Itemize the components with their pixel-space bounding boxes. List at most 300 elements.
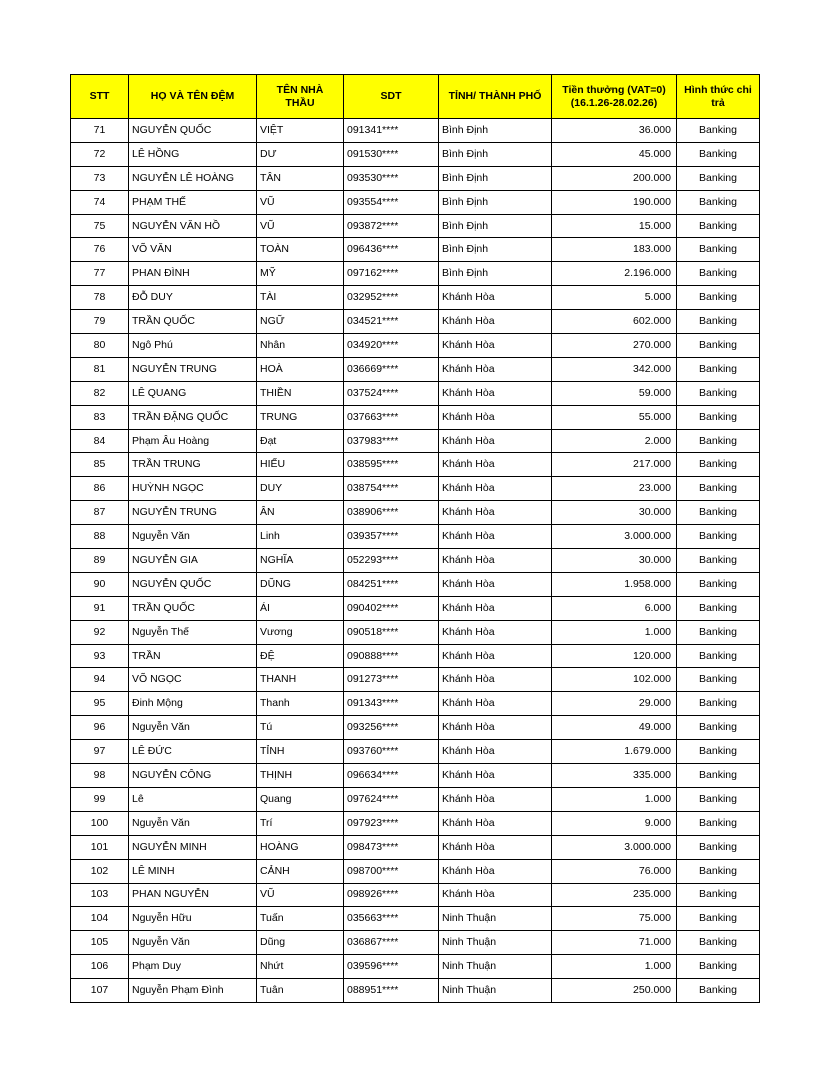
table-row	[71, 190, 760, 214]
cell-tien-thuong: 76.000	[552, 859, 677, 883]
cell-sdt: 084251****	[344, 572, 439, 596]
header-hinh-thuc: Hình thức chi trả	[677, 75, 760, 119]
table-row	[71, 286, 760, 310]
cell-ten-nha-thau: NGHĨA	[257, 549, 344, 573]
cell-tinh: Ninh Thuận	[439, 979, 552, 1003]
cell-ho-ten-dem: VÕ NGỌC	[129, 668, 257, 692]
cell-ten-nha-thau: DUY	[257, 477, 344, 501]
table-row	[71, 883, 760, 907]
cell-tien-thuong: 29.000	[552, 692, 677, 716]
cell-ho-ten-dem: LÊ HỒNG	[129, 142, 257, 166]
cell-stt: 106	[71, 955, 129, 979]
cell-tinh: Bình Định	[439, 119, 552, 143]
table-row	[71, 668, 760, 692]
cell-ho-ten-dem: NGUYỄN GIA	[129, 549, 257, 573]
cell-tien-thuong: 120.000	[552, 644, 677, 668]
cell-tinh: Khánh Hòa	[439, 620, 552, 644]
table-row	[71, 166, 760, 190]
cell-tien-thuong: 270.000	[552, 334, 677, 358]
cell-ten-nha-thau: VŨ	[257, 883, 344, 907]
table-row	[71, 859, 760, 883]
cell-sdt: 093530****	[344, 166, 439, 190]
cell-hinh-thuc: Banking	[677, 214, 760, 238]
cell-sdt: 038754****	[344, 477, 439, 501]
cell-tien-thuong: 30.000	[552, 501, 677, 525]
cell-stt: 94	[71, 668, 129, 692]
cell-stt: 80	[71, 334, 129, 358]
table-body	[71, 119, 760, 1003]
cell-hinh-thuc: Banking	[677, 238, 760, 262]
cell-sdt: 034920****	[344, 334, 439, 358]
cell-stt: 72	[71, 142, 129, 166]
cell-hinh-thuc: Banking	[677, 262, 760, 286]
cell-tinh: Khánh Hòa	[439, 381, 552, 405]
cell-stt: 107	[71, 979, 129, 1003]
cell-sdt: 032952****	[344, 286, 439, 310]
cell-ho-ten-dem: NGUYỄN QUỐC	[129, 572, 257, 596]
header-row	[71, 75, 760, 119]
table-row	[71, 907, 760, 931]
cell-sdt: 091273****	[344, 668, 439, 692]
cell-tien-thuong: 235.000	[552, 883, 677, 907]
cell-ten-nha-thau: VŨ	[257, 190, 344, 214]
cell-tien-thuong: 3.000.000	[552, 525, 677, 549]
cell-sdt: 052293****	[344, 549, 439, 573]
cell-tien-thuong: 3.000.000	[552, 835, 677, 859]
cell-sdt: 088951****	[344, 979, 439, 1003]
cell-sdt: 098700****	[344, 859, 439, 883]
cell-tinh: Khánh Hòa	[439, 740, 552, 764]
cell-ho-ten-dem: TRẦN QUỐC	[129, 596, 257, 620]
cell-tinh: Khánh Hòa	[439, 477, 552, 501]
cell-ho-ten-dem: Phạm Duy	[129, 955, 257, 979]
cell-ho-ten-dem: PHAN NGUYỄN	[129, 883, 257, 907]
cell-sdt: 097624****	[344, 787, 439, 811]
cell-ten-nha-thau: Vương	[257, 620, 344, 644]
table-row	[71, 525, 760, 549]
table-row	[71, 596, 760, 620]
cell-ho-ten-dem: NGUYỄN MINH	[129, 835, 257, 859]
cell-sdt: 035663****	[344, 907, 439, 931]
cell-ten-nha-thau: HOÀ	[257, 357, 344, 381]
table-row	[71, 501, 760, 525]
cell-sdt: 037663****	[344, 405, 439, 429]
cell-stt: 87	[71, 501, 129, 525]
table-row	[71, 955, 760, 979]
cell-hinh-thuc: Banking	[677, 310, 760, 334]
table-row	[71, 764, 760, 788]
table-row	[71, 787, 760, 811]
cell-tien-thuong: 45.000	[552, 142, 677, 166]
cell-sdt: 037983****	[344, 429, 439, 453]
cell-hinh-thuc: Banking	[677, 596, 760, 620]
cell-ho-ten-dem: NGUYỄN LÊ HOÀNG	[129, 166, 257, 190]
header-tien-thuong-line2: (16.1.26-28.02.26)	[570, 96, 658, 109]
cell-ten-nha-thau: NGỮ	[257, 310, 344, 334]
cell-stt: 100	[71, 811, 129, 835]
cell-stt: 98	[71, 764, 129, 788]
cell-sdt: 096634****	[344, 764, 439, 788]
cell-ho-ten-dem: Nguyễn Văn	[129, 716, 257, 740]
cell-sdt: 090402****	[344, 596, 439, 620]
table-row	[71, 357, 760, 381]
cell-ten-nha-thau: THIỀN	[257, 381, 344, 405]
cell-hinh-thuc: Banking	[677, 429, 760, 453]
cell-ho-ten-dem: NGUYỄN CÔNG	[129, 764, 257, 788]
table-row	[71, 214, 760, 238]
cell-hinh-thuc: Banking	[677, 979, 760, 1003]
cell-hinh-thuc: Banking	[677, 190, 760, 214]
cell-tinh: Khánh Hòa	[439, 501, 552, 525]
cell-ho-ten-dem: HUỲNH NGỌC	[129, 477, 257, 501]
cell-tinh: Khánh Hòa	[439, 334, 552, 358]
cell-tinh: Khánh Hòa	[439, 286, 552, 310]
cell-hinh-thuc: Banking	[677, 811, 760, 835]
cell-ten-nha-thau: TÀI	[257, 286, 344, 310]
cell-sdt: 098926****	[344, 883, 439, 907]
cell-tien-thuong: 23.000	[552, 477, 677, 501]
cell-tien-thuong: 250.000	[552, 979, 677, 1003]
cell-hinh-thuc: Banking	[677, 142, 760, 166]
cell-hinh-thuc: Banking	[677, 859, 760, 883]
cell-tien-thuong: 15.000	[552, 214, 677, 238]
cell-hinh-thuc: Banking	[677, 334, 760, 358]
cell-tinh: Khánh Hòa	[439, 525, 552, 549]
table-row	[71, 262, 760, 286]
cell-sdt: 036669****	[344, 357, 439, 381]
table-row	[71, 979, 760, 1003]
cell-tinh: Khánh Hòa	[439, 811, 552, 835]
cell-tien-thuong: 190.000	[552, 190, 677, 214]
cell-ho-ten-dem: NGUYỄN VĂN HỒ	[129, 214, 257, 238]
cell-sdt: 093872****	[344, 214, 439, 238]
cell-ten-nha-thau: HIẾU	[257, 453, 344, 477]
cell-stt: 85	[71, 453, 129, 477]
cell-tinh: Khánh Hòa	[439, 835, 552, 859]
cell-tinh: Khánh Hòa	[439, 692, 552, 716]
cell-tien-thuong: 1.000	[552, 787, 677, 811]
cell-ten-nha-thau: Linh	[257, 525, 344, 549]
cell-hinh-thuc: Banking	[677, 644, 760, 668]
cell-ho-ten-dem: Nguyễn Văn	[129, 811, 257, 835]
cell-ho-ten-dem: Nguyễn Phạm Đình	[129, 979, 257, 1003]
cell-sdt: 090888****	[344, 644, 439, 668]
cell-hinh-thuc: Banking	[677, 381, 760, 405]
cell-sdt: 097923****	[344, 811, 439, 835]
cell-stt: 73	[71, 166, 129, 190]
cell-ten-nha-thau: DƯ	[257, 142, 344, 166]
cell-stt: 96	[71, 716, 129, 740]
cell-tien-thuong: 200.000	[552, 166, 677, 190]
cell-stt: 74	[71, 190, 129, 214]
cell-tinh: Bình Định	[439, 262, 552, 286]
cell-tinh: Khánh Hòa	[439, 787, 552, 811]
cell-tinh: Khánh Hòa	[439, 429, 552, 453]
cell-sdt: 097162****	[344, 262, 439, 286]
cell-sdt: 093256****	[344, 716, 439, 740]
cell-tien-thuong: 2.196.000	[552, 262, 677, 286]
cell-tien-thuong: 59.000	[552, 381, 677, 405]
cell-ten-nha-thau: VŨ	[257, 214, 344, 238]
cell-tien-thuong: 30.000	[552, 549, 677, 573]
cell-ho-ten-dem: Đinh Mộng	[129, 692, 257, 716]
cell-hinh-thuc: Banking	[677, 166, 760, 190]
cell-ho-ten-dem: TRẦN TRUNG	[129, 453, 257, 477]
cell-tinh: Khánh Hòa	[439, 644, 552, 668]
cell-ho-ten-dem: Nguyễn Thế	[129, 620, 257, 644]
cell-stt: 91	[71, 596, 129, 620]
cell-tinh: Khánh Hòa	[439, 716, 552, 740]
cell-ten-nha-thau: TRUNG	[257, 405, 344, 429]
cell-ho-ten-dem: Lê	[129, 787, 257, 811]
cell-stt: 93	[71, 644, 129, 668]
cell-ho-ten-dem: TRẦN QUỐC	[129, 310, 257, 334]
cell-sdt: 093554****	[344, 190, 439, 214]
cell-tinh: Bình Định	[439, 238, 552, 262]
cell-ten-nha-thau: Nhứt	[257, 955, 344, 979]
cell-ten-nha-thau: ÁI	[257, 596, 344, 620]
table-row	[71, 835, 760, 859]
header-ho-ten-dem: HỌ VÀ TÊN ĐỆM	[129, 75, 257, 119]
cell-ten-nha-thau: ÂN	[257, 501, 344, 525]
cell-tien-thuong: 1.000	[552, 955, 677, 979]
cell-stt: 89	[71, 549, 129, 573]
cell-tien-thuong: 1.000	[552, 620, 677, 644]
cell-stt: 99	[71, 787, 129, 811]
cell-ho-ten-dem: NGUYỄN TRUNG	[129, 357, 257, 381]
cell-ho-ten-dem: Nguyễn Văn	[129, 525, 257, 549]
cell-hinh-thuc: Banking	[677, 477, 760, 501]
cell-ten-nha-thau: Đạt	[257, 429, 344, 453]
cell-tinh: Khánh Hòa	[439, 453, 552, 477]
cell-stt: 90	[71, 572, 129, 596]
cell-ten-nha-thau: DŨNG	[257, 572, 344, 596]
cell-ten-nha-thau: Tú	[257, 716, 344, 740]
table-row	[71, 429, 760, 453]
cell-stt: 76	[71, 238, 129, 262]
table-row	[71, 381, 760, 405]
cell-hinh-thuc: Banking	[677, 405, 760, 429]
cell-hinh-thuc: Banking	[677, 787, 760, 811]
cell-sdt: 038595****	[344, 453, 439, 477]
cell-stt: 97	[71, 740, 129, 764]
cell-ten-nha-thau: Quang	[257, 787, 344, 811]
cell-tinh: Bình Định	[439, 166, 552, 190]
table-row	[71, 549, 760, 573]
cell-ho-ten-dem: TRẦN ĐẶNG QUỐC	[129, 405, 257, 429]
cell-tinh: Bình Định	[439, 190, 552, 214]
header-sdt: SDT	[344, 75, 439, 119]
cell-tinh: Khánh Hòa	[439, 596, 552, 620]
cell-ten-nha-thau: THANH	[257, 668, 344, 692]
cell-stt: 102	[71, 859, 129, 883]
cell-sdt: 091341****	[344, 119, 439, 143]
cell-sdt: 090518****	[344, 620, 439, 644]
cell-stt: 81	[71, 357, 129, 381]
cell-tien-thuong: 342.000	[552, 357, 677, 381]
cell-tinh: Khánh Hòa	[439, 668, 552, 692]
cell-stt: 105	[71, 931, 129, 955]
cell-sdt: 091343****	[344, 692, 439, 716]
cell-ho-ten-dem: ĐỖ DUY	[129, 286, 257, 310]
cell-ten-nha-thau: HOÀNG	[257, 835, 344, 859]
cell-hinh-thuc: Banking	[677, 668, 760, 692]
cell-tien-thuong: 49.000	[552, 716, 677, 740]
cell-ho-ten-dem: TRẦN	[129, 644, 257, 668]
cell-tien-thuong: 55.000	[552, 405, 677, 429]
cell-ten-nha-thau: Tuấn	[257, 907, 344, 931]
cell-tien-thuong: 36.000	[552, 119, 677, 143]
cell-sdt: 098473****	[344, 835, 439, 859]
cell-tien-thuong: 1.679.000	[552, 740, 677, 764]
cell-hinh-thuc: Banking	[677, 716, 760, 740]
cell-stt: 77	[71, 262, 129, 286]
table-row	[71, 931, 760, 955]
cell-sdt: 091530****	[344, 142, 439, 166]
cell-ten-nha-thau: Trí	[257, 811, 344, 835]
cell-hinh-thuc: Banking	[677, 453, 760, 477]
cell-tien-thuong: 217.000	[552, 453, 677, 477]
cell-ho-ten-dem: LÊ ĐỨC	[129, 740, 257, 764]
cell-ho-ten-dem: LÊ QUANG	[129, 381, 257, 405]
cell-ho-ten-dem: PHAN ĐÌNH	[129, 262, 257, 286]
cell-ten-nha-thau: TỈNH	[257, 740, 344, 764]
cell-tien-thuong: 75.000	[552, 907, 677, 931]
cell-tien-thuong: 1.958.000	[552, 572, 677, 596]
table-row	[71, 238, 760, 262]
cell-ho-ten-dem: Nguyễn Văn	[129, 931, 257, 955]
cell-sdt: 038906****	[344, 501, 439, 525]
cell-tinh: Bình Định	[439, 142, 552, 166]
cell-tien-thuong: 602.000	[552, 310, 677, 334]
cell-ho-ten-dem: Ngô Phú	[129, 334, 257, 358]
cell-ho-ten-dem: NGUYỄN TRUNG	[129, 501, 257, 525]
cell-sdt: 036867****	[344, 931, 439, 955]
cell-hinh-thuc: Banking	[677, 740, 760, 764]
header-ten-nha-thau: TÊN NHÀ THẦU	[257, 75, 344, 119]
table-row	[71, 334, 760, 358]
cell-stt: 83	[71, 405, 129, 429]
cell-ho-ten-dem: VÕ VĂN	[129, 238, 257, 262]
header-tien-thuong	[552, 75, 677, 119]
table-row	[71, 620, 760, 644]
cell-stt: 84	[71, 429, 129, 453]
cell-ten-nha-thau: TOÀN	[257, 238, 344, 262]
table-row	[71, 740, 760, 764]
cell-hinh-thuc: Banking	[677, 931, 760, 955]
cell-sdt: 039596****	[344, 955, 439, 979]
cell-stt: 86	[71, 477, 129, 501]
cell-tinh: Khánh Hòa	[439, 764, 552, 788]
table-row	[71, 142, 760, 166]
cell-stt: 82	[71, 381, 129, 405]
cell-stt: 103	[71, 883, 129, 907]
cell-ten-nha-thau: VIỆT	[257, 119, 344, 143]
cell-ten-nha-thau: Tuân	[257, 979, 344, 1003]
cell-stt: 101	[71, 835, 129, 859]
cell-sdt: 037524****	[344, 381, 439, 405]
table-row	[71, 119, 760, 143]
reward-table	[70, 74, 760, 1003]
cell-ho-ten-dem: NGUYỄN QUỐC	[129, 119, 257, 143]
cell-tinh: Ninh Thuận	[439, 931, 552, 955]
cell-hinh-thuc: Banking	[677, 692, 760, 716]
cell-tien-thuong: 5.000	[552, 286, 677, 310]
cell-tinh: Khánh Hòa	[439, 572, 552, 596]
cell-ten-nha-thau: ĐỆ	[257, 644, 344, 668]
cell-tien-thuong: 335.000	[552, 764, 677, 788]
cell-ten-nha-thau: Dũng	[257, 931, 344, 955]
table-row	[71, 811, 760, 835]
table-row	[71, 453, 760, 477]
cell-stt: 95	[71, 692, 129, 716]
cell-sdt: 034521****	[344, 310, 439, 334]
cell-stt: 104	[71, 907, 129, 931]
cell-stt: 78	[71, 286, 129, 310]
cell-hinh-thuc: Banking	[677, 835, 760, 859]
cell-ten-nha-thau: Nhân	[257, 334, 344, 358]
cell-stt: 79	[71, 310, 129, 334]
cell-hinh-thuc: Banking	[677, 501, 760, 525]
cell-hinh-thuc: Banking	[677, 955, 760, 979]
cell-tinh: Khánh Hòa	[439, 859, 552, 883]
table-row	[71, 310, 760, 334]
cell-ho-ten-dem: Nguyễn Hữu	[129, 907, 257, 931]
cell-stt: 88	[71, 525, 129, 549]
cell-hinh-thuc: Banking	[677, 286, 760, 310]
cell-tinh: Khánh Hòa	[439, 883, 552, 907]
cell-sdt: 093760****	[344, 740, 439, 764]
cell-hinh-thuc: Banking	[677, 883, 760, 907]
table-row	[71, 405, 760, 429]
cell-tinh: Ninh Thuận	[439, 907, 552, 931]
cell-tien-thuong: 183.000	[552, 238, 677, 262]
cell-ho-ten-dem: LÊ MINH	[129, 859, 257, 883]
cell-hinh-thuc: Banking	[677, 357, 760, 381]
cell-ten-nha-thau: TÂN	[257, 166, 344, 190]
cell-sdt: 039357****	[344, 525, 439, 549]
cell-tien-thuong: 9.000	[552, 811, 677, 835]
table-row	[71, 477, 760, 501]
cell-stt: 92	[71, 620, 129, 644]
table-row	[71, 692, 760, 716]
cell-ho-ten-dem: PHẠM THẾ	[129, 190, 257, 214]
cell-stt: 71	[71, 119, 129, 143]
cell-tinh: Khánh Hòa	[439, 310, 552, 334]
cell-tinh: Ninh Thuận	[439, 955, 552, 979]
header-tien-thuong-line1: Tiền thưởng (VAT=0)	[562, 83, 666, 96]
cell-hinh-thuc: Banking	[677, 620, 760, 644]
header-tinh: TỈNH/ THÀNH PHỐ	[439, 75, 552, 119]
cell-tien-thuong: 102.000	[552, 668, 677, 692]
header-stt: STT	[71, 75, 129, 119]
cell-stt: 75	[71, 214, 129, 238]
cell-tien-thuong: 6.000	[552, 596, 677, 620]
cell-tinh: Khánh Hòa	[439, 357, 552, 381]
cell-ten-nha-thau: Thanh	[257, 692, 344, 716]
cell-ten-nha-thau: THỊNH	[257, 764, 344, 788]
table-row	[71, 572, 760, 596]
cell-tinh: Khánh Hòa	[439, 405, 552, 429]
cell-ho-ten-dem: Phạm Âu Hoàng	[129, 429, 257, 453]
cell-ten-nha-thau: MỸ	[257, 262, 344, 286]
table-row	[71, 644, 760, 668]
cell-hinh-thuc: Banking	[677, 525, 760, 549]
cell-tinh: Bình Định	[439, 214, 552, 238]
cell-sdt: 096436****	[344, 238, 439, 262]
cell-hinh-thuc: Banking	[677, 764, 760, 788]
cell-hinh-thuc: Banking	[677, 549, 760, 573]
